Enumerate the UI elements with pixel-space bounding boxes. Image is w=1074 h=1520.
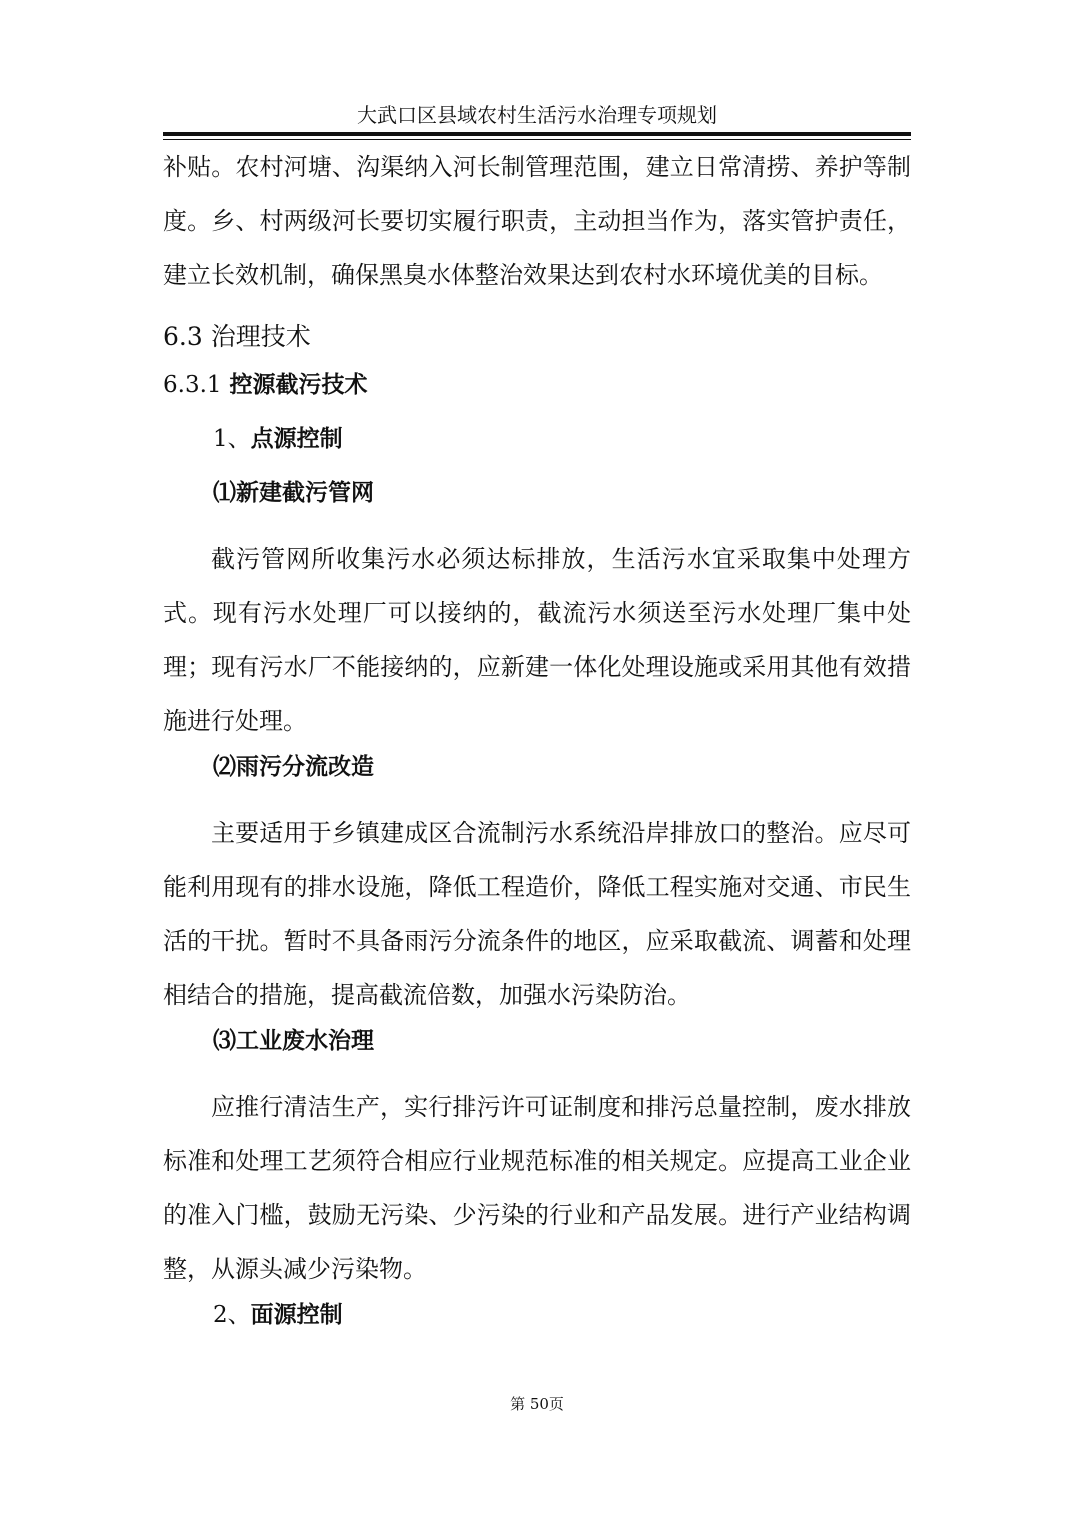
point-source-number: 1、: [213, 426, 251, 452]
item1-title: 新建截污管网: [236, 479, 374, 506]
header-rule-thick: [163, 132, 911, 136]
section-heading: 6.3 治理技术: [163, 322, 311, 351]
item2-heading: [163, 752, 911, 782]
point-source-title: 点源控制: [250, 425, 343, 452]
item3-number: ⑶: [213, 1027, 236, 1054]
nonpoint-source-title: 面源控制: [250, 1301, 343, 1328]
subsection-heading: [163, 370, 911, 400]
item3-heading: [163, 1026, 911, 1056]
item1-number: ⑴: [213, 479, 236, 506]
page-body: [163, 140, 911, 1354]
item1-heading: [163, 478, 911, 508]
subsection-number: 6.3.1: [163, 372, 222, 398]
point-source-heading: [163, 424, 911, 454]
nonpoint-source-heading: [163, 1300, 911, 1330]
item3-title: 工业废水治理: [236, 1027, 374, 1054]
intro-paragraph: 补贴。农村河塘、沟渠纳入河长制管理范围，建立日常清捞、养护等制度。乡、村两级河长要切实履行职责，主动担当作为，落实管护责任，建立长效机制，确保黑臭水体整治效果达到农村水环境优美的目标。: [163, 153, 911, 289]
item2-paragraph: 主要适用于乡镇建成区合流制污水系统沿岸排放口的整治。应尽可能利用现有的排水设施，降低工程造价，降低工程实施对交通、市民生活的干扰。暂时不具备雨污分流条件的地区，应采取截流、调蓄和处理相结合的措施，提高截流倍数，加强水污染防治。: [163, 819, 911, 1009]
subsection-title: 控源截污技术: [229, 371, 368, 398]
item1-paragraph: 截污管网所收集污水必须达标排放，生活污水宜采取集中处理方式。现有污水处理厂可以接纳的，截流污水须送至污水处理厂集中处理；现有污水厂不能接纳的，应新建一体化处理设施或采用其他有效措施进行处理。: [163, 545, 911, 735]
item3-paragraph: 应推行清洁生产，实行排污许可证制度和排污总量控制，废水排放标准和处理工艺须符合相应行业规范标准的相关规定。应提高工业企业的准入门槛，鼓励无污染、少污染的行业和产品发展。进行产业结构调整，从源头减少污染物。: [163, 1093, 911, 1283]
document-header-title: 大武口区县域农村生活污水治理专项规划: [357, 103, 717, 127]
nonpoint-source-number: 2、: [213, 1302, 251, 1328]
page-number: 第 50页: [510, 1395, 564, 1413]
item2-number: ⑵: [213, 753, 236, 780]
item2-title: 雨污分流改造: [236, 753, 374, 780]
